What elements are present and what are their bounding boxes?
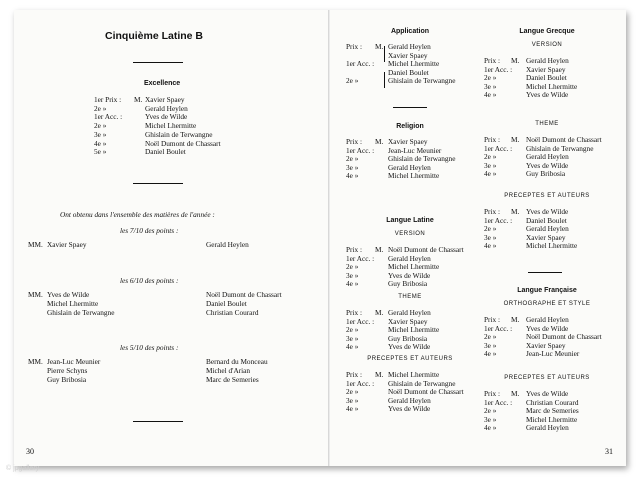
section-subheading: THEME [398,294,422,300]
student-name: Gerald Heylen [388,395,431,405]
award-rank: 1er Acc. : [484,143,513,153]
student-name: Daniel Boulet [206,299,247,308]
award-rank: Prix : [484,135,501,144]
section-subheading: PRECEPTES ET AUTEURS [367,356,453,362]
award-rank: 4e » [484,90,497,99]
award-rank: 1er Prix : [94,95,122,104]
student-name: Michel Lhermitte [388,370,440,379]
award-rank: 2e » [346,76,359,85]
award-rank: 3e » [484,160,497,170]
points-label: les 5/10 des points : [120,343,179,352]
award-rank: 3e » [484,81,497,91]
award-rank: 1er Acc. : [94,112,123,122]
student-name: Jean-Luc Meunier [388,145,442,155]
award-rank: 3e » [484,232,497,242]
student-name: Michel Lhermitte [388,171,440,180]
student-name: Yves de Wilde [388,404,431,413]
page-title: Cinquième Latine B [105,30,204,42]
student-name: Xavier Spaey [526,64,566,74]
name-prefix: M. [134,95,143,104]
divider-rule [393,107,427,108]
award-rank: Prix : [484,389,501,398]
student-name: Xavier Spaey [47,240,87,249]
award-rank: 5e » [94,147,107,157]
award-rank: 2e » [346,325,359,334]
award-rank: 3e » [346,333,359,343]
section-subheading: PRECEPTES ET AUTEURS [504,193,590,199]
student-name: Gerald Heylen [388,42,431,51]
watermark: © jpgallery [6,465,40,472]
award-rank: Prix : [346,245,363,254]
award-rank: Prix : [484,56,501,65]
student-name: Michel Lhermitte [526,414,578,424]
section-subheading: VERSION [394,231,426,237]
student-name: Guy Bribosia [388,333,428,343]
student-name: Guy Bribosia [47,375,87,384]
student-name: Yves de Wilde [388,342,431,351]
student-name: Michel d'Arian [206,366,251,375]
award-rank: 4e » [346,342,359,351]
award-rank: 2e » [484,406,497,415]
award-rank: Prix : [484,207,501,216]
award-rank: 2e » [484,332,497,341]
student-name: Jean-Luc Meunier [526,349,580,358]
student-name: Yves de Wilde [526,160,569,170]
student-name: Daniel Boulet [526,73,567,82]
award-rank: 3e » [346,270,359,280]
award-rank: 1er Acc. : [484,323,513,333]
student-name: Yves de Wilde [526,389,569,398]
points-label: les 7/10 des points : [120,226,179,235]
student-name: Ghislain de Terwangne [526,143,594,153]
award-rank: 1er Acc. : [484,215,513,225]
award-rank: 2e » [94,103,107,113]
student-name: Marc de Semeries [526,406,579,415]
name-prefix: M. [511,135,520,144]
student-name: Michel Lhermitte [388,59,440,68]
name-prefix: M. [511,56,520,65]
award-rank: 4e » [484,169,497,178]
student-name: Gerald Heylen [526,56,569,65]
student-name: Xavier Spaey [388,50,428,60]
student-name: Gerald Heylen [526,224,569,233]
mm-label: MM. [28,240,43,249]
student-name: Christian Courard [206,308,259,317]
student-name: Yves de Wilde [145,112,188,122]
excellence-heading: Excellence [144,80,181,87]
student-name: Yves de Wilde [388,270,431,280]
student-name: Michel Lhermitte [526,81,578,91]
book-gutter [328,10,330,466]
student-name: Ghislain de Terwangne [388,76,456,85]
student-name: Yves de Wilde [47,290,90,299]
student-name: Xavier Spaey [388,316,428,326]
name-prefix: M. [375,137,384,146]
name-prefix: M. [375,370,384,379]
student-name: Gerald Heylen [526,315,569,324]
section-subheading: THEME [535,121,559,127]
student-name: Gerald Heylen [388,253,431,263]
section-subheading: ORTHOGRAPHE ET STYLE [503,301,591,307]
student-name: Gerald Heylen [388,308,431,317]
award-rank: Prix : [346,42,363,51]
award-rank: Prix : [346,137,363,146]
student-name: Gerald Heylen [206,240,249,249]
award-rank: 4e » [346,404,359,413]
brace-mark [384,72,388,88]
award-rank: 4e » [484,423,497,432]
student-name: Michel Lhermitte [388,262,440,271]
award-rank: 1er Acc. : [346,253,375,263]
student-name: Yves de Wilde [526,207,569,216]
student-name: Noël Dumont de Chassart [388,245,464,254]
name-prefix: M. [511,207,520,216]
name-prefix: M. [375,245,384,254]
award-rank: 3e » [94,129,107,139]
award-rank: 4e » [484,241,497,250]
student-name: Michel Lhermitte [388,325,440,334]
student-name: Xavier Spaey [145,95,185,104]
student-name: Xavier Spaey [526,340,566,350]
section-heading: Langue Grecque [519,28,575,35]
intro-text: Ont obtenu dans l'ensemble des matières de l'année : [60,210,215,219]
student-name: Christian Courard [526,397,579,407]
award-rank: 4e » [346,279,359,288]
student-name: Gerald Heylen [526,423,569,432]
student-name: Guy Bribosia [388,279,428,288]
divider-rule [133,183,183,184]
student-name: Bernard du Monceau [206,357,268,366]
divider-rule [133,62,183,63]
award-rank: 1er Acc. : [484,397,513,407]
student-name: Xavier Spaey [526,232,566,242]
student-name: Daniel Boulet [526,215,567,225]
student-name: Michel Lhermitte [526,241,578,250]
student-name: Noël Dumont de Chassart [526,332,602,341]
award-rank: 2e » [94,121,107,131]
award-rank: 2e » [346,262,359,271]
divider-rule [528,272,562,273]
award-rank: 4e » [484,349,497,358]
award-rank: 3e » [346,395,359,405]
mm-label: MM. [28,290,43,299]
award-rank: 1er Acc. : [484,64,513,74]
student-name: Noël Dumont de Chassart [145,138,221,148]
student-name: Ghislain de Terwangne [388,154,456,163]
section-subheading: PRECEPTES ET AUTEURS [504,375,590,381]
section-heading: Religion [396,123,424,130]
page-number-right: 31 [605,447,613,456]
award-rank: 4e » [94,138,107,148]
award-rank: 3e » [346,162,359,172]
name-prefix: M. [511,315,520,324]
section-heading: Langue Latine [386,217,434,224]
student-name: Ghislain de Terwangne [47,308,115,317]
student-name: Marc de Semeries [206,375,259,384]
award-rank: 2e » [484,73,497,82]
award-rank: 2e » [346,387,359,396]
student-name: Pierre Schyns [47,366,88,375]
award-rank: 1er Acc. : [346,316,375,326]
student-name: Yves de Wilde [526,90,569,99]
student-name: Daniel Boulet [145,147,186,157]
award-rank: Prix : [484,315,501,324]
section-heading: Langue Française [517,287,577,294]
student-name: Gerald Heylen [145,103,188,113]
award-rank: 1er Acc. : [346,145,375,155]
student-name: Gerald Heylen [388,162,431,172]
award-rank: 1er Acc. : [346,59,375,68]
award-rank: 2e » [346,154,359,163]
student-name: Gerald Heylen [526,152,569,161]
award-rank: Prix : [346,308,363,317]
student-name: Noël Dumont de Chassart [526,135,602,144]
award-rank: 3e » [484,414,497,424]
brace-mark [384,46,388,62]
award-rank: 2e » [484,224,497,233]
award-rank: Prix : [346,370,363,379]
student-name: Xavier Spaey [388,137,428,146]
student-name: Yves de Wilde [526,323,569,333]
page-number-left: 30 [26,447,34,456]
award-rank: 3e » [484,340,497,350]
student-name: Noël Dumont de Chassart [388,387,464,396]
name-prefix: M. [511,389,520,398]
student-name: Michel Lhermitte [47,299,99,308]
student-name: Daniel Boulet [388,67,429,77]
name-prefix: M. [375,42,384,51]
section-heading: Application [390,28,430,35]
student-name: Michel Lhermitte [145,121,197,131]
points-label: les 6/10 des points : [120,276,179,285]
name-prefix: M. [375,308,384,317]
award-rank: 1er Acc. : [346,378,375,388]
student-name: Noël Dumont de Chassart [206,290,282,299]
divider-rule [133,421,183,422]
section-subheading: VERSION [531,42,563,48]
mm-label: MM. [28,357,43,366]
student-name: Guy Bribosia [526,169,566,178]
student-name: Jean-Luc Meunier [47,357,101,366]
award-rank: 2e » [484,152,497,161]
award-rank: 4e » [346,171,359,180]
student-name: Ghislain de Terwangne [145,129,213,139]
student-name: Ghislain de Terwangne [388,378,456,388]
